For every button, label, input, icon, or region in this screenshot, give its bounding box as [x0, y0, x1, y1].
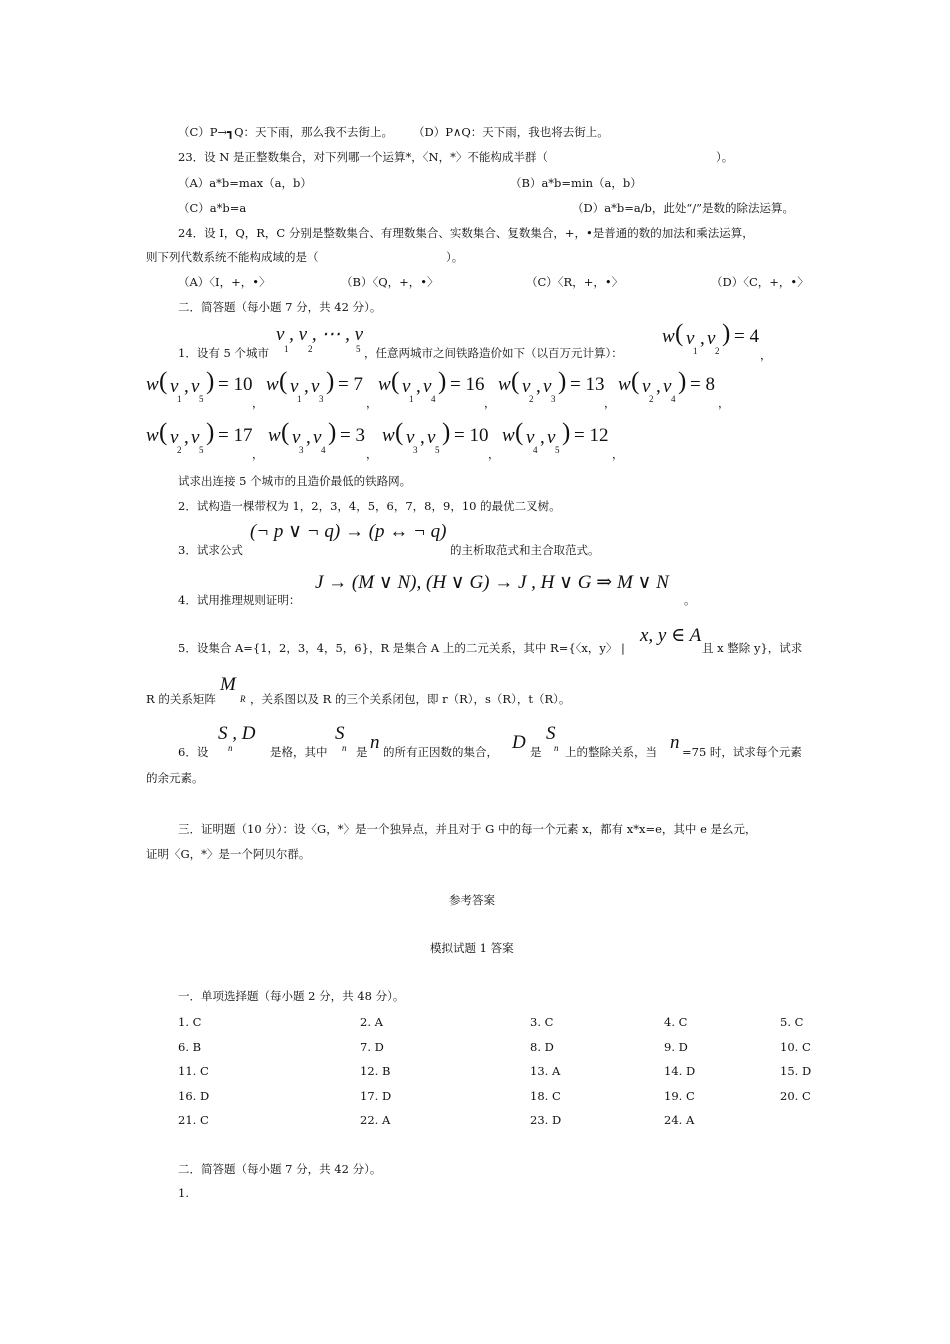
q24-option-a: （A）〈I，+，•〉 — [178, 275, 271, 289]
weight-value: = 4 — [734, 326, 759, 347]
comma: ， — [366, 447, 378, 461]
q24-line1: 24．设 I，Q，R，C 分别是整数集合、有理数集合、实数集合、复数集合，+，•是普通的数的加法和乘法运算， — [178, 226, 754, 240]
p1-cities: v , v , ⋯ , v — [276, 324, 364, 345]
answer-cell: 12. B — [360, 1064, 391, 1078]
weight-j: 5 — [435, 445, 440, 455]
q24-option-c: （C）〈R，+，•〉 — [526, 275, 624, 289]
p6-D: D — [512, 732, 526, 753]
p6-lattice: S , D — [218, 723, 256, 744]
p4-suffix: 。 — [684, 593, 696, 607]
p5-matrix-sub: R — [240, 694, 246, 704]
q24-close: ）。 — [446, 250, 464, 264]
weight-j: 2 — [715, 346, 720, 356]
answer-cell: 9. D — [664, 1039, 688, 1054]
weight-i: 2 — [529, 394, 534, 404]
p1-city-sub: 5 — [356, 344, 361, 354]
weight-value: = 8 — [690, 374, 715, 395]
weight-j: 4 — [671, 394, 676, 404]
q23-option-d: （D）a*b=a/b，此处“/”是数的除法运算。 — [572, 201, 795, 215]
comma: ， — [760, 348, 772, 362]
comma: ， — [252, 447, 264, 461]
q24-option-d: （D）〈C，+，•〉 — [711, 275, 809, 289]
answer-cell: 15. D — [780, 1064, 812, 1078]
q23-option-a: （A）a*b=max（a，b） — [178, 176, 312, 190]
p5-line2-prefix: R 的关系矩阵 — [146, 692, 216, 706]
answer-cell: 23. D — [530, 1113, 562, 1127]
weight-i: 1 — [409, 394, 414, 404]
part3-line1: 三．证明题（10 分）：设〈G，*〉是一个独异点，并且对于 G 中的每一个元素 x，都有 x*x=e，其中 e 是幺元， — [178, 822, 757, 836]
answer-cell: 8. D — [530, 1039, 554, 1054]
p5-line2-suffix: ，关系图以及 R 的三个关系闭包，即 r（R），s（R），t（R）。 — [250, 692, 571, 706]
p5-line1-suffix: 且 x 整除 y}，试求 — [702, 641, 803, 655]
answer-cell: 2. A — [360, 1015, 383, 1029]
p6-sub-n: n — [554, 743, 559, 753]
q23-option-b: （B）a*b=min（a，b） — [510, 176, 642, 190]
p6-line2: 的余元素。 — [146, 771, 204, 785]
weight-i: 1 — [693, 346, 698, 356]
answer-cell: 10. C — [780, 1039, 811, 1054]
p2-text: 2．试构造一棵带权为 1，2，3，4，5，6，7，8，9，10 的最优二叉树。 — [178, 499, 561, 513]
answer-cell: 1. C — [178, 1015, 202, 1029]
answers-title: 参考答案 — [449, 893, 495, 907]
answer-cell: 19. C — [664, 1088, 695, 1103]
p6-n: n — [670, 732, 680, 753]
weight-j: 3 — [319, 394, 324, 404]
p6-t2: 是 — [356, 745, 368, 759]
answer-cell: 3. C — [530, 1015, 554, 1029]
answer-cell: 21. C — [178, 1113, 209, 1127]
comma: ， — [484, 396, 496, 410]
answer-cell: 22. A — [360, 1113, 391, 1127]
p6-sub-n: n — [228, 743, 233, 753]
q23-stem: 23．设 N 是正整数集合，对下列哪一个运算*，〈N，*〉不能构成半群（ — [178, 150, 548, 164]
answer-cell: 13. A — [530, 1064, 561, 1078]
weight-i: 1 — [297, 394, 302, 404]
p6-n: n — [370, 732, 380, 753]
answer-cell: 14. D — [664, 1064, 696, 1078]
p1-city-sub: 2 — [308, 344, 313, 354]
p6-t4: 是 — [530, 745, 542, 759]
p3-prefix: 3．试求公式 — [178, 543, 243, 557]
p1-city-sub: 1 — [284, 344, 289, 354]
p5-condition: x, y ∈ A — [640, 625, 702, 646]
part2-title: 二．简答题（每小题 7 分，共 42 分）。 — [178, 300, 382, 314]
answer-cell: 24. A — [664, 1113, 695, 1127]
comma: ， — [488, 447, 500, 461]
comma: ， — [366, 396, 378, 410]
weight-value: = 3 — [340, 425, 365, 446]
weight-i: 2 — [649, 394, 654, 404]
q24-option-b: （B）〈Q，+，•〉 — [341, 275, 439, 289]
weight-j: 3 — [551, 394, 556, 404]
answer-cell: 16. D — [178, 1088, 210, 1103]
weight-value: = 13 — [570, 374, 605, 395]
p6-t3: 的所有正因数的集合， — [383, 745, 498, 759]
p5-matrix: M — [220, 674, 236, 695]
weight-i: 4 — [533, 445, 538, 455]
p1-mid: ，任意两城市之间铁路造价如下（以百万元计算）： — [364, 346, 623, 360]
q22-option-c: （C）P→┓Q：天下雨，那么我不去街上。 — [178, 125, 394, 139]
p1-prefix: 1．设有 5 个城市 — [178, 346, 269, 360]
p6-t5: 上的整除关系，当 — [565, 745, 657, 759]
answer-cell: 11. C — [178, 1064, 209, 1078]
p5-line1-prefix: 5．设集合 A={1，2，3，4，5，6}，R 是集合 A 上的二元关系，其中 R={〈x，y〉 | — [178, 641, 625, 655]
weight-j: 5 — [199, 445, 204, 455]
weight-j: 4 — [431, 394, 436, 404]
p3-formula: (¬ p ∨ ¬ q) → (p ↔ ¬ q) — [250, 521, 447, 542]
p6-prefix: 6．设 — [178, 745, 209, 759]
weight-value: = 12 — [574, 425, 609, 446]
answers-subtitle: 模拟试题 1 答案 — [430, 941, 514, 955]
weight-i: 3 — [413, 445, 418, 455]
answer-cell: 4. C — [664, 1015, 688, 1029]
comma: ， — [718, 396, 730, 410]
answer-cell: 6. B — [178, 1039, 202, 1054]
weight-i: 3 — [299, 445, 304, 455]
q22-option-d: （D）P∧Q：天下雨，我也将去街上。 — [413, 125, 609, 139]
p6-t1: 是格，其中 — [270, 745, 328, 759]
q24-line2: 则下列代数系统不能构成域的是（ — [146, 250, 319, 264]
p6-sub-n: n — [342, 743, 347, 753]
weight-value: = 10 — [454, 425, 489, 446]
ans-part2-first: 1. — [178, 1186, 189, 1200]
answer-cell: 20. C — [780, 1088, 811, 1103]
p1-ask: 试求出连接 5 个城市的且造价最低的铁路网。 — [178, 474, 412, 488]
p4-formula: J → (M ∨ N), (H ∨ G) → J , H ∨ G ⇒ M ∨ N — [315, 572, 669, 593]
ans-part2-title: 二．简答题（每小题 7 分，共 42 分）。 — [178, 1162, 382, 1176]
weight-value: = 16 — [450, 374, 485, 395]
p4-prefix: 4．试用推理规则证明： — [178, 593, 301, 607]
comma: ， — [252, 396, 264, 410]
weight-j: 5 — [555, 445, 560, 455]
p6-t6: =75 时，试求每个元素 — [682, 745, 802, 759]
answer-cell: 17. D — [360, 1088, 392, 1103]
comma: ， — [604, 396, 616, 410]
weight-j: 5 — [199, 394, 204, 404]
weight-i: 1 — [177, 394, 182, 404]
weight-value: = 10 — [218, 374, 253, 395]
weight-value: = 7 — [338, 374, 363, 395]
weight-value: = 17 — [218, 425, 253, 446]
comma: ， — [612, 447, 624, 461]
q23-option-c: （C）a*b=a — [178, 201, 247, 215]
answer-cell: 18. C — [530, 1088, 561, 1103]
answer-cell: 7. D — [360, 1039, 384, 1054]
part3-line2: 证明〈G，*〉是一个阿贝尔群。 — [146, 847, 311, 861]
ans-part1-title: 一．单项选择题（每小题 2 分，共 48 分）。 — [178, 989, 405, 1003]
p3-suffix: 的主析取范式和主合取范式。 — [450, 543, 600, 557]
q23-close: ）。 — [716, 150, 734, 164]
answer-cell: 5. C — [780, 1015, 804, 1029]
weight-i: 2 — [177, 445, 182, 455]
weight-j: 4 — [321, 445, 326, 455]
